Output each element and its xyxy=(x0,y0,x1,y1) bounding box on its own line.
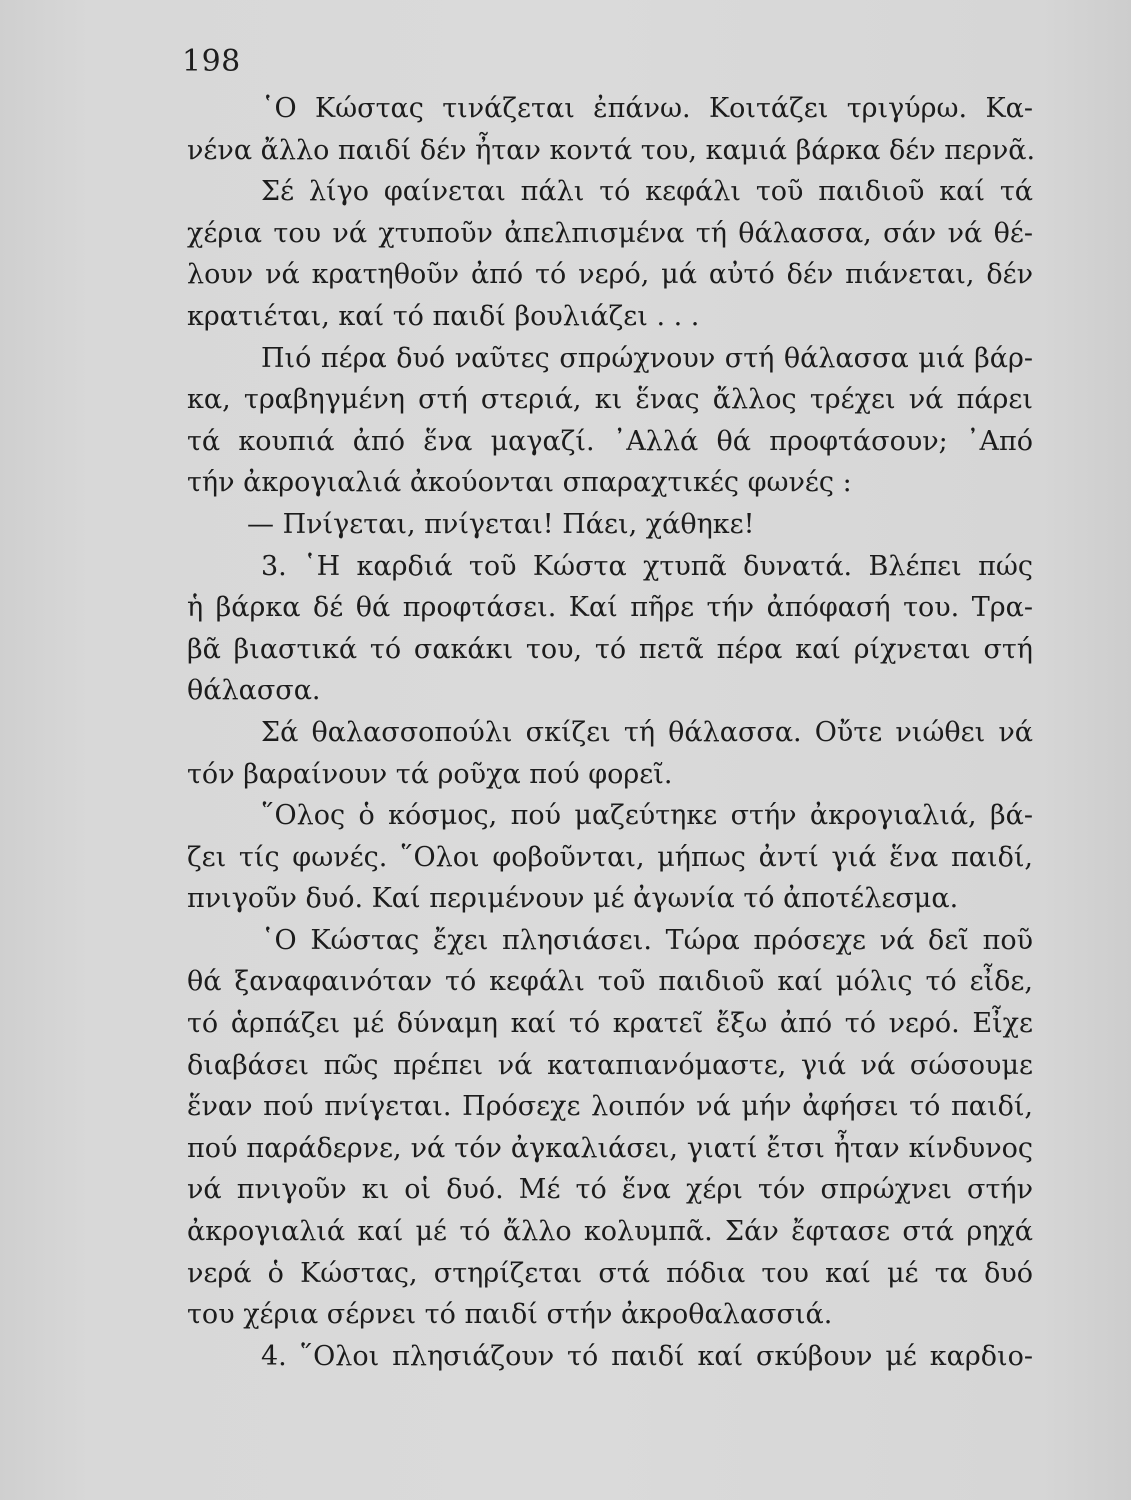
text-line: ἕναν πού πνίγεται. Πρόσεχε λοιπόν νά μήν ἀφήσει τό παιδί, xyxy=(187,1091,1033,1123)
text-line: κρατιέται, καί τό παιδί βουλιάζει . . . xyxy=(187,300,700,332)
text-line: τό ἁρπάζει μέ δύναμη καί τό κρατεῖ ἔξω ἀπό τό νερό. Εἶχε xyxy=(187,1008,1033,1040)
text-line: λουν νά κρατηθοῦν ἀπό τό νερό, μά αὐτό δέν πιάνεται, δέν xyxy=(187,259,1033,291)
text-line: κα, τραβηγμένη στή στεριά, κι ἕνας ἄλλος τρέχει νά πάρει xyxy=(187,384,1033,416)
text-line: πνιγοῦν δυό. Καί περιμένουν μέ ἀγωνία τό ἀποτέλεσμα. xyxy=(187,883,959,915)
text-line: πού παράδερνε, νά τόν ἀγκαλιάσει, γιατί ἔτσι ἦταν κίνδυνος xyxy=(187,1132,1033,1164)
page-number: 198 xyxy=(182,44,241,79)
text-line: ῾Ο Κώστας τινάζεται ἐπάνω. Κοιτάζει τριγύρω. Κα- xyxy=(261,93,1033,124)
text-line: τά κουπιά ἀπό ἕνα μαγαζί. ᾿Αλλά θά προφτάσουν; ᾿Από xyxy=(187,425,1033,457)
text-line: ἀκρογιαλιά καί μέ τό ἄλλο κολυμπᾶ. Σάν ἔφτασε στά ρηχά xyxy=(187,1216,1033,1248)
text-line: τόν βαραίνουν τά ροῦχα πού φορεῖ. xyxy=(187,758,673,790)
text-line: χέρια του νά χτυποῦν ἀπελπισμένα τή θάλασσα, σάν νά θέ- xyxy=(187,217,1033,249)
text-line: ῾Ο Κώστας ἔχει πλησιάσει. Τώρα πρόσεχε νά δεῖ ποῦ xyxy=(261,924,1033,956)
text-line: ῞Ολος ὁ κόσμος, πού μαζεύτηκε στήν ἀκρογιαλιά, βά- xyxy=(261,800,1033,832)
text-line: του χέρια σέρνει τό παιδί στήν ἀκροθαλασσιά. xyxy=(187,1299,833,1331)
text-line: Σά θαλασσοπούλι σκίζει τή θάλασσα. Οὔτε νιώθει νά xyxy=(261,716,1033,748)
text-line: θάλασσα. xyxy=(187,675,321,707)
text-line: ἡ βάρκα δέ θά προφτάσει. Καί πῆρε τήν ἀπόφασή του. Τρα- xyxy=(187,592,1033,624)
text-line: Πιό πέρα δυό ναῦτες σπρώχνουν στή θάλασσα μιά βάρ- xyxy=(261,342,1033,374)
text-line: θά ξαναφαινόταν τό κεφάλι τοῦ παιδιοῦ καί μόλις τό εἶδε, xyxy=(187,966,1033,998)
text-line: Σέ λίγο φαίνεται πάλι τό κεφάλι τοῦ παιδιοῦ καί τά xyxy=(261,176,1033,208)
text-line: 3. ῾Η καρδιά τοῦ Κώστα χτυπᾶ δυνατά. Βλέπει πώς xyxy=(261,550,1033,582)
text-line: βᾶ βιαστικά τό σακάκι του, τό πετᾶ πέρα καί ρίχνεται στή xyxy=(187,633,1033,665)
text-line: τήν ἀκρογιαλιά ἀκούονται σπαραχτικές φωνές : xyxy=(187,467,852,499)
text-line: 4. ῞Ολοι πλησιάζουν τό παιδί καί σκύβουν μέ καρδιο- xyxy=(261,1340,1033,1372)
text-line: διαβάσει πῶς πρέπει νά καταπιανόμαστε, γιά νά σώσουμε xyxy=(187,1049,1033,1081)
text-line: — Πνίγεται, πνίγεται! Πάει, χάθηκε! xyxy=(247,508,755,540)
text-line: ζει τίς φωνές. ῞Ολοι φοβοῦνται, μήπως ἀντί γιά ἕνα παιδί, xyxy=(187,841,1033,873)
body-text xyxy=(187,88,1036,1377)
text-line: νένα ἄλλο παιδί δέν ἦταν κοντά του, καμιά βάρκα δέν περνᾶ. xyxy=(187,134,1036,166)
text-line: νά πνιγοῦν κι οἱ δυό. Μέ τό ἕνα χέρι τόν σπρώχνει στήν xyxy=(187,1174,1033,1206)
text-line: νερά ὁ Κώστας, στηρίζεται στά πόδια του καί μέ τα δυό xyxy=(187,1257,1033,1289)
